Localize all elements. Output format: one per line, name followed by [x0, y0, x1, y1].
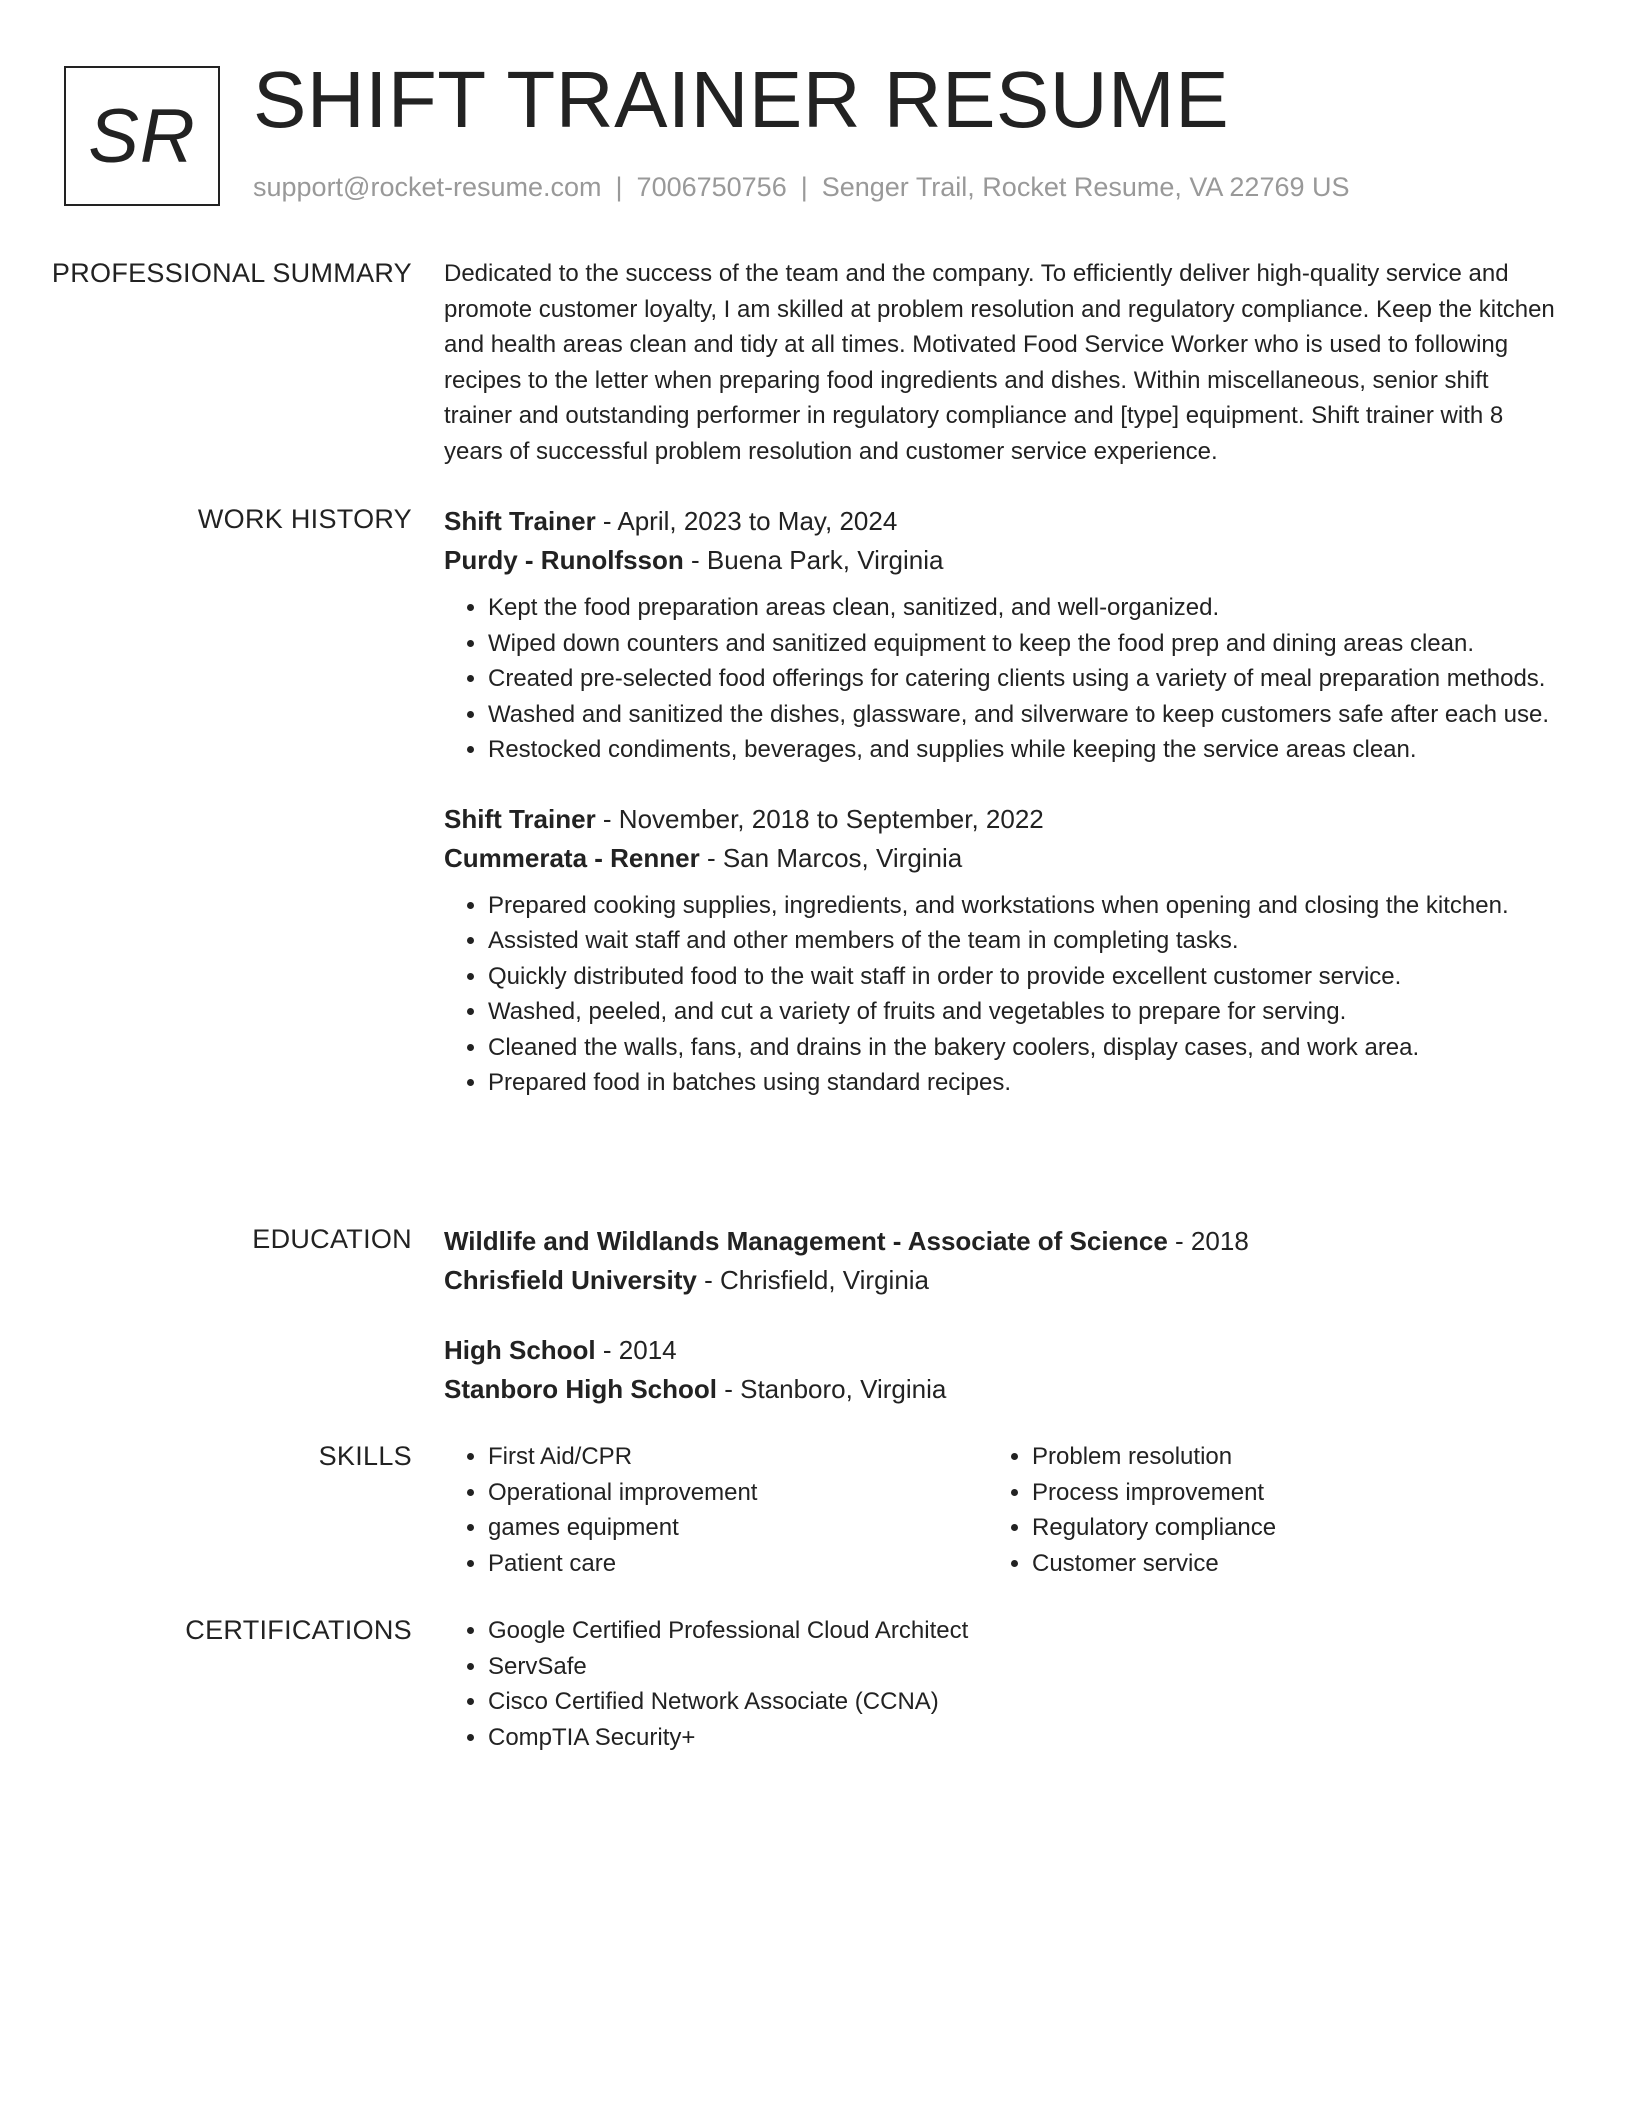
skill-item: • Patient care — [488, 1546, 757, 1582]
job-bullet: • Wiped down counters and sanitized equipment to keep the food prep and dining areas clean. — [488, 626, 1556, 662]
job-bullets — [444, 888, 1556, 1101]
job-entry — [444, 502, 1556, 768]
education-entry — [444, 1222, 1556, 1300]
job-bullet: • Quickly distributed food to the wait staff in order to provide excellent customer service. — [488, 959, 1556, 995]
section-label-work: WORK HISTORY — [197, 504, 412, 534]
job-bullet: • Washed, peeled, and cut a variety of fruits and vegetables to prepare for serving. — [488, 994, 1556, 1030]
education-school: Stanboro High School — [444, 1374, 717, 1404]
job-title: Shift Trainer — [444, 506, 596, 536]
contact-separator: | — [800, 172, 808, 202]
job-title-line — [444, 800, 1556, 839]
certifications-body — [444, 1613, 1556, 1755]
job-dates: - November, 2018 to September, 2022 — [595, 803, 1044, 834]
job-bullet: • Prepared food in batches using standard recipes. — [488, 1065, 1556, 1101]
skill-item: • games equipment — [488, 1510, 757, 1546]
certification-item: • ServSafe — [488, 1649, 1556, 1685]
job-bullet: • Created pre-selected food offerings for catering clients using a variety of meal preparation methods. — [488, 661, 1556, 697]
certifications-list — [444, 1613, 1556, 1755]
education-year: - 2014 — [595, 1335, 677, 1365]
skill-item: • Regulatory compliance — [1032, 1510, 1276, 1546]
education-body — [444, 1222, 1556, 1409]
job-bullet: • Prepared cooking supplies, ingredients, and workstations when opening and closing the kitchen. — [488, 888, 1556, 924]
skills-column-2 — [988, 1439, 1276, 1581]
job-company-line — [444, 839, 1556, 878]
certification-item: • Cisco Certified Network Associate (CCNA) — [488, 1684, 1556, 1720]
skill-item: • Process improvement — [1032, 1475, 1276, 1511]
section-label-education: EDUCATION — [252, 1224, 412, 1254]
contact-phone[interactable]: 7006750756 — [636, 172, 787, 202]
contact-line — [253, 172, 1350, 203]
skill-item: • Problem resolution — [1032, 1439, 1276, 1475]
education-degree-line — [444, 1331, 1556, 1370]
skill-item: • Operational improvement — [488, 1475, 757, 1511]
skills-list — [988, 1439, 1276, 1581]
contact-separator: | — [615, 172, 623, 202]
skill-item: • First Aid/CPR — [488, 1439, 757, 1475]
job-bullet: • Washed and sanitized the dishes, glassware, and silverware to keep customers safe after each use. — [488, 697, 1556, 733]
education-school: Chrisfield University — [444, 1265, 697, 1295]
job-bullet: • Cleaned the walls, fans, and drains in the bakery coolers, display cases, and work area. — [488, 1030, 1556, 1066]
monogram-logo — [64, 66, 220, 206]
job-bullet: • Restocked condiments, beverages, and supplies while keeping the service areas clean. — [488, 732, 1556, 768]
job-title: Shift Trainer — [444, 803, 596, 834]
education-entry — [444, 1331, 1556, 1409]
job-company-line — [444, 541, 1556, 580]
job-location: - Buena Park, Virginia — [683, 545, 944, 575]
education-school-line — [444, 1370, 1556, 1409]
section-label-summary: PROFESSIONAL SUMMARY — [51, 258, 412, 288]
job-title-line — [444, 502, 1556, 541]
skills-column-1 — [444, 1439, 757, 1581]
summary-body — [444, 256, 1556, 469]
certification-item: • Google Certified Professional Cloud Architect — [488, 1613, 1556, 1649]
job-bullets — [444, 590, 1556, 768]
section-label-certifications: CERTIFICATIONS — [185, 1615, 412, 1645]
work-body — [444, 502, 1556, 1101]
job-dates: - April, 2023 to May, 2024 — [595, 506, 898, 536]
skills-list — [444, 1439, 757, 1581]
resume-title: SHIFT TRAINER RESUME — [253, 55, 1230, 144]
education-degree-line — [444, 1222, 1556, 1261]
education-school-line — [444, 1261, 1556, 1300]
skill-item: • Customer service — [1032, 1546, 1276, 1582]
monogram-text: SR — [88, 93, 196, 179]
job-bullet: • Assisted wait staff and other members of the team in completing tasks. — [488, 923, 1556, 959]
job-bullet: • Kept the food preparation areas clean, sanitized, and well-organized. — [488, 590, 1556, 626]
job-company: Cummerata - Renner — [444, 842, 700, 873]
education-location: - Stanboro, Virginia — [717, 1374, 947, 1404]
education-degree: Wildlife and Wildlands Management - Associate of Science — [444, 1226, 1168, 1256]
job-company: Purdy - Runolfsson — [444, 545, 684, 575]
education-location: - Chrisfield, Virginia — [696, 1265, 930, 1295]
section-label-skills: SKILLS — [318, 1441, 412, 1471]
contact-email[interactable]: support@rocket-resume.com — [253, 172, 602, 202]
education-degree: High School — [444, 1335, 596, 1365]
summary-text: Dedicated to the success of the team and the company. To efficiently deliver high-quality service and promote customer loyalty, I am skilled at problem resolution and regulatory compliance. Keep the kitchen and health areas clean and tidy at all times. Motivated Food Service Worker who is used to following recipes to the letter when preparing food ingredients and dishes. Within miscellaneous, senior shift trainer and outstanding performer in regulatory compliance and [type] equipment. Shift trainer with 8 years of successful problem resolution and customer service experience. — [444, 260, 1555, 465]
contact-address: Senger Trail, Rocket Resume, VA 22769 US — [821, 172, 1350, 202]
job-location: - San Marcos, Virginia — [699, 842, 963, 873]
education-year: - 2018 — [1167, 1226, 1249, 1256]
job-entry — [444, 800, 1556, 1101]
certification-item: • CompTIA Security+ — [488, 1720, 1556, 1756]
